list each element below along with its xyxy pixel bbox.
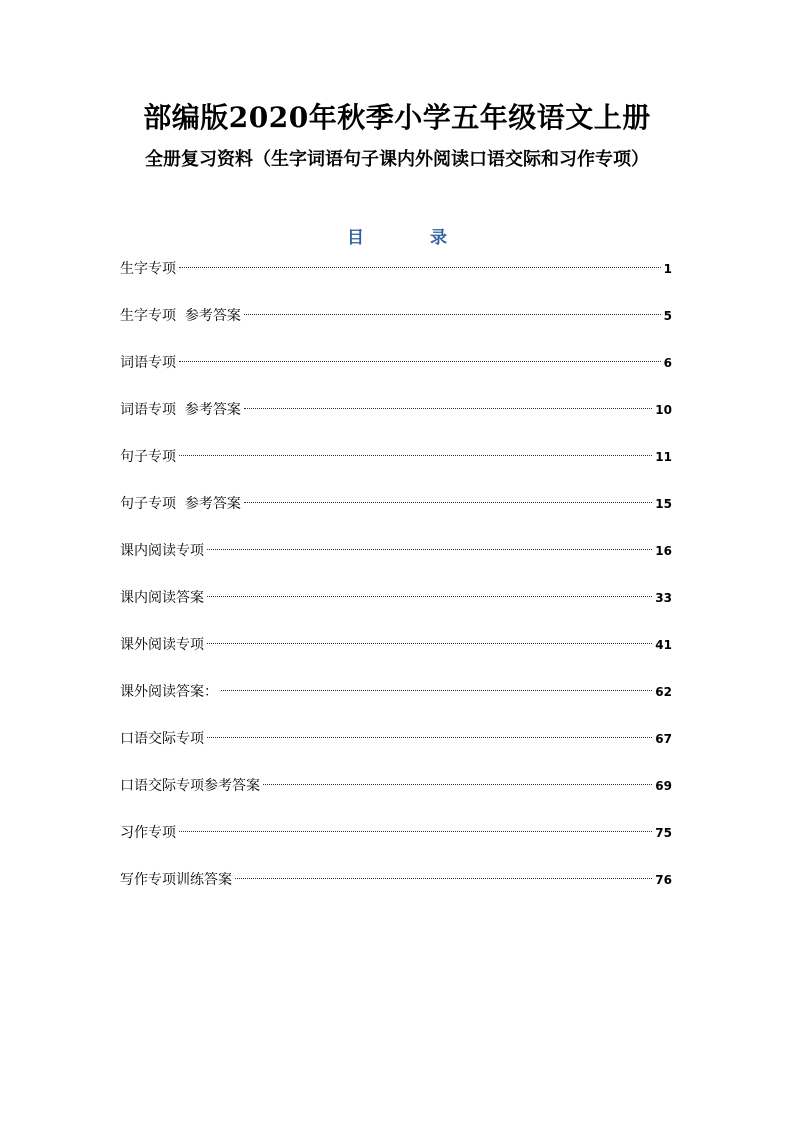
table-of-contents	[120, 256, 672, 914]
toc-dot-leader	[263, 784, 652, 785]
document-subtitle: 全册复习资料（生字词语句子课内外阅读口语交际和习作专项）	[145, 149, 649, 170]
toc-entry-page: 62	[655, 685, 672, 699]
toc-entry-page: 75	[655, 826, 672, 840]
toc-entry[interactable]	[120, 726, 672, 773]
toc-entry-label: 课内阅读专项	[120, 543, 204, 559]
toc-entry-page: 11	[655, 450, 672, 464]
toc-entry-label: 生字专项 参考答案	[120, 308, 241, 324]
toc-dot-leader	[221, 690, 652, 691]
toc-entry[interactable]	[120, 679, 672, 726]
toc-entry-label: 词语专项 参考答案	[120, 402, 241, 418]
toc-entry[interactable]	[120, 773, 672, 820]
toc-entry-label: 课外阅读答案：	[120, 684, 218, 700]
toc-entry-label: 课外阅读专项	[120, 637, 204, 653]
toc-entry-page: 33	[655, 591, 672, 605]
toc-entry-page: 15	[655, 497, 672, 511]
toc-entry[interactable]	[120, 538, 672, 585]
toc-entry-page: 16	[655, 544, 672, 558]
toc-entry-label: 口语交际专项	[120, 731, 204, 747]
toc-dot-leader	[244, 314, 661, 315]
toc-dot-leader	[244, 502, 652, 503]
toc-dot-leader	[207, 596, 652, 597]
toc-entry[interactable]	[120, 585, 672, 632]
toc-dot-leader	[179, 831, 652, 832]
toc-entry-label: 课内阅读答案	[120, 590, 204, 606]
toc-dot-leader	[207, 643, 652, 644]
toc-dot-leader	[244, 408, 652, 409]
toc-dot-leader	[207, 549, 652, 550]
toc-entry-page: 69	[655, 779, 672, 793]
toc-entry-label: 口语交际专项参考答案	[120, 778, 260, 794]
toc-entry-label: 词语专项	[120, 355, 176, 371]
toc-dot-leader	[179, 267, 661, 268]
toc-entry-page: 6	[663, 356, 672, 370]
toc-entry[interactable]	[120, 303, 672, 350]
toc-entry[interactable]	[120, 867, 672, 914]
toc-entry-page: 10	[655, 403, 672, 417]
toc-entry[interactable]	[120, 444, 672, 491]
toc-entry-label: 习作专项	[120, 825, 176, 841]
toc-entry[interactable]	[120, 820, 672, 867]
toc-dot-leader	[179, 455, 652, 456]
toc-entry-page: 76	[655, 873, 672, 887]
toc-entry-label: 句子专项 参考答案	[120, 496, 241, 512]
toc-dot-leader	[207, 737, 652, 738]
toc-entry-label: 句子专项	[120, 449, 176, 465]
toc-entry-label: 写作专项训练答案	[120, 872, 232, 888]
toc-entry[interactable]	[120, 350, 672, 397]
toc-entry[interactable]	[120, 256, 672, 303]
document-title: 部编版2020年秋季小学五年级语文上册	[143, 101, 651, 134]
toc-dot-leader	[179, 361, 661, 362]
toc-entry-page: 67	[655, 732, 672, 746]
toc-entry-page: 5	[663, 309, 672, 323]
toc-entry[interactable]	[120, 397, 672, 444]
toc-entry[interactable]	[120, 491, 672, 538]
toc-entry[interactable]	[120, 632, 672, 679]
toc-entry-page: 41	[655, 638, 672, 652]
toc-entry-label: 生字专项	[120, 261, 176, 277]
toc-heading: 目 录	[347, 228, 447, 248]
toc-dot-leader	[235, 878, 652, 879]
toc-entry-page: 1	[663, 262, 672, 276]
